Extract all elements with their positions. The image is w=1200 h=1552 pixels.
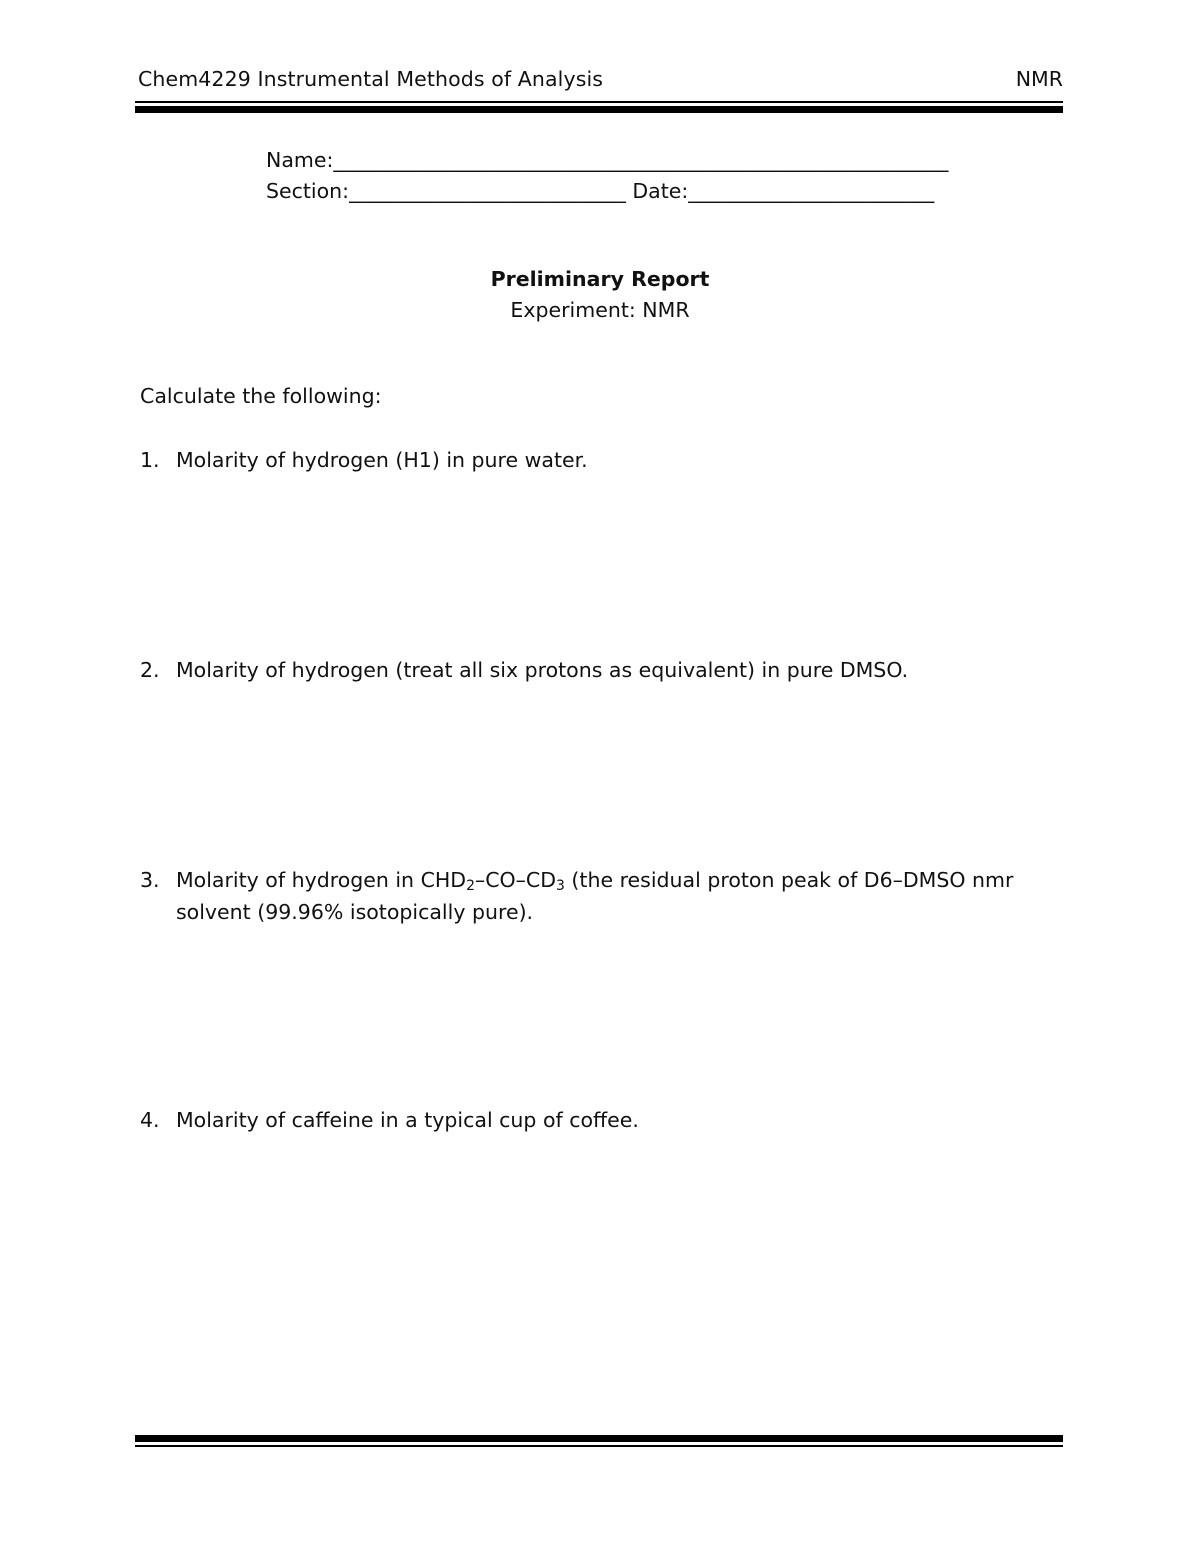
formula-subscript: 3	[556, 878, 565, 895]
report-subtitle: Experiment: NMR	[510, 298, 690, 322]
running-header	[138, 67, 1063, 91]
question-item	[140, 444, 1050, 476]
instructions-lead-in: Calculate the following:	[140, 384, 382, 408]
answer-space	[140, 686, 1050, 864]
answer-space	[140, 476, 1050, 654]
question-item	[140, 654, 1050, 686]
question-item	[140, 864, 1050, 928]
footer-rule-thin-line	[135, 1445, 1063, 1447]
name-field-line	[266, 145, 948, 176]
question-text	[176, 864, 1050, 928]
question-item	[140, 1104, 1050, 1136]
question-list	[140, 444, 1050, 1136]
question-text	[176, 444, 1050, 476]
section-blank[interactable]: ___________________________	[349, 179, 626, 203]
question-text	[176, 1104, 1050, 1136]
answer-space	[140, 928, 1050, 1104]
section-label: Section:	[266, 179, 350, 203]
name-blank[interactable]: ____________________________________________________________	[333, 148, 949, 172]
formula-subscript: 2	[466, 878, 475, 895]
student-info-fields	[266, 145, 948, 207]
footer-rule-thick-line	[135, 1435, 1063, 1442]
question-text-run: (the residual proton peak of D6–DMSO nmr solvent (99.96% isotopically pure).	[176, 868, 1014, 924]
question-number: 2.	[140, 658, 160, 682]
question-number: 4.	[140, 1108, 160, 1132]
course-title: Chem4229 Instrumental Methods of Analysis	[138, 67, 604, 91]
question-text	[176, 654, 1050, 686]
header-divider-rule	[135, 101, 1063, 113]
question-text-run: Molarity of hydrogen in CHD	[176, 868, 467, 892]
question-text-run: Molarity of hydrogen (treat all six protons as equivalent) in pure DMSO.	[176, 658, 909, 682]
header-rule-thick-line	[135, 106, 1063, 113]
footer-divider-rule	[135, 1435, 1063, 1447]
report-title: Preliminary Report	[490, 267, 710, 291]
header-topic: NMR	[1015, 67, 1063, 91]
question-text-run: Molarity of hydrogen (H1) in pure water.	[176, 448, 588, 472]
section-date-field-line	[266, 176, 948, 207]
name-label: Name:	[266, 148, 334, 172]
date-label: Date:	[632, 179, 689, 203]
date-blank[interactable]: ________________________	[688, 179, 935, 203]
report-title-block	[0, 264, 1200, 326]
question-text-run: Molarity of caffeine in a typical cup of coffee.	[176, 1108, 639, 1132]
question-number: 1.	[140, 448, 160, 472]
question-number: 3.	[140, 868, 160, 892]
question-text-run: –CO–CD	[474, 868, 557, 892]
